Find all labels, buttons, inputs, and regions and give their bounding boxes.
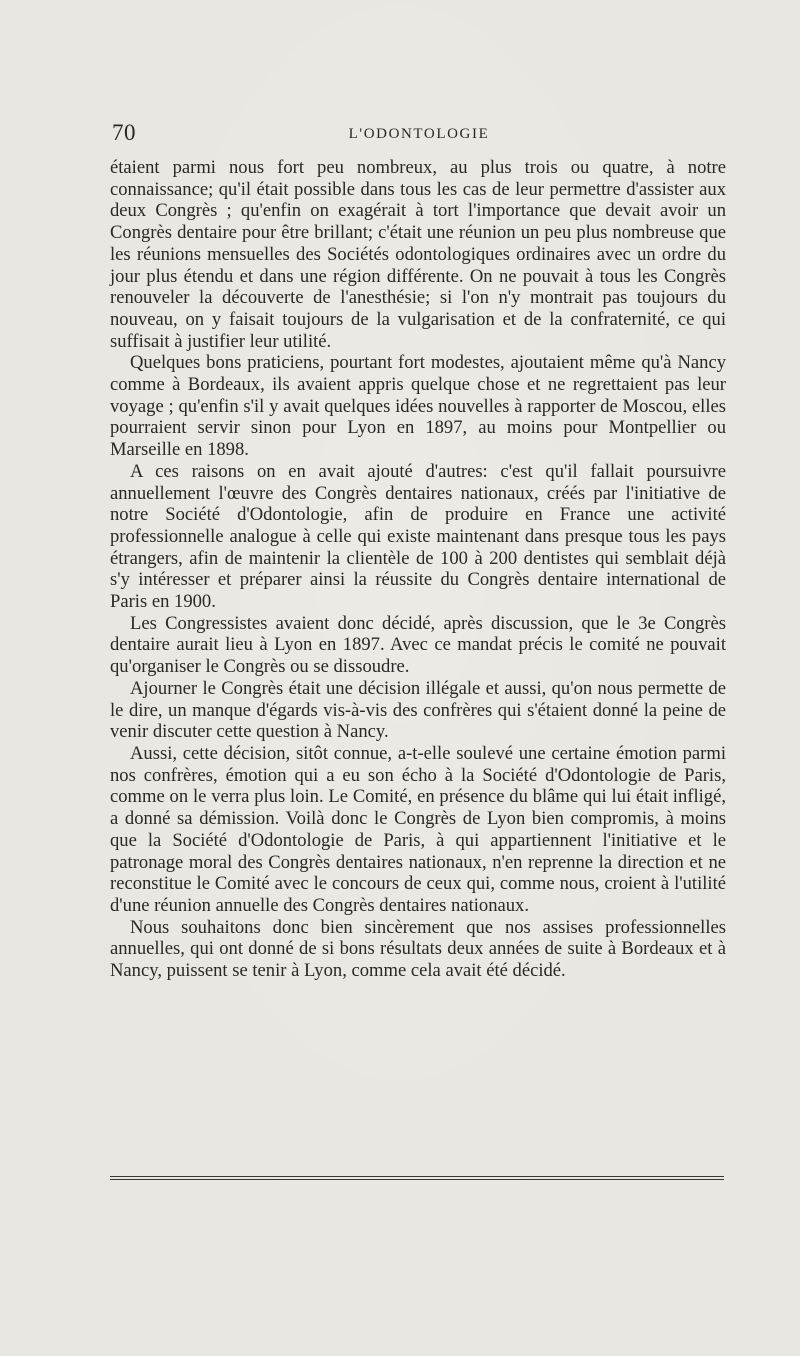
- page-number: 70: [112, 120, 136, 145]
- paragraph: étaient parmi nous fort peu nombreux, au plus trois ou quatre, à notre connaissance; qu'il était possible dans tous les cas de leur permettre d'assister aux deux Congrès ; qu'enfin on exagérait à tort l'importance que devait avoir un Congrès dentaire pour être brillant; c'était une réunion un peu plus nombreuse que les réunions mensuelles des Sociétés odontologiques ordinaires avec un ordre du jour plus étendu et dans une région différente. On ne pouvait à tous les Congrès renouveler la découverte de l'anesthésie; si l'on n'y montrait pas toujours du nouveau, on y faisait toujours de la vulgarisation et de la confraternité, ce qui suffisait à justifier leur utilité.: [110, 157, 726, 352]
- paragraph: Ajourner le Congrès était une décision illégale et aussi, qu'on nous permette de le dire, un manque d'égards vis-à-vis des confrères qui s'étaient donné la peine de venir discuter cette question à Nancy.: [110, 677, 726, 743]
- running-head: [112, 120, 726, 150]
- article-body: [110, 157, 726, 982]
- paragraph: A ces raisons on en avait ajouté d'autres: c'est qu'il fallait poursuivre annuellement l'œuvre des Congrès dentaires nationaux, créés par l'initiative de notre Société d'Odontologie, afin de produire en France une activité professionnelle analogue à celle qui existe maintenant dans presque tous les pays étrangers, afin de maintenir la clientèle de 100 à 200 dentistes qui semblait déjà s'y intéresser et préparer ainsi la réussite du Congrès dentaire international de Paris en 1900.: [110, 460, 726, 613]
- journal-title: L'ODONTOLOGIE: [348, 126, 490, 142]
- paragraph: Aussi, cette décision, sitôt connue, a-t-elle soulevé une certaine émotion parmi nos confrères, émotion qui a eu son écho à la Société d'Odontologie de Paris, comme on le verra plus loin. Le Comité, en présence du blâme qui lui était infligé, a donné sa démission. Voilà donc le Congrès de Lyon bien compromis, à moins que la Société d'Odontologie de Paris, à qui appartiennent l'initiative et le patronage moral des Congrès dentaires nationaux, n'en reprenne la direction et ne reconstitue le Comité avec le concours de ceux qui, comme nous, croient à l'utilité d'une réunion annuelle des Congrès dentaires nationaux.: [110, 742, 726, 916]
- section-end-rule: [110, 1176, 724, 1182]
- paragraph: Les Congressistes avaient donc décidé, après discussion, que le 3e Congrès dentaire aurait lieu à Lyon en 1897. Avec ce mandat précis le comité ne pouvait qu'organiser le Congrès ou se dissoudre.: [110, 612, 726, 678]
- double-rule-bottom: [110, 1179, 724, 1180]
- paragraph: Quelques bons praticiens, pourtant fort modestes, ajoutaient même qu'à Nancy comme à Bordeaux, ils avaient appris quelque chose et ne regrettaient pas leur voyage ; qu'enfin s'il y avait quelques idées nouvelles à rapporter de Moscou, elles pourraient servir sinon pour Lyon en 1897, au moins pour Montpellier ou Marseille en 1898.: [110, 352, 726, 461]
- paragraph: Nous souhaitons donc bien sincèrement que nos assises professionnelles annuelles, qui ont donné de si bons résultats deux années de suite à Bordeaux et à Nancy, puissent se tenir à Lyon, comme cela avait été décidé.: [110, 916, 726, 982]
- double-rule-top: [110, 1176, 724, 1177]
